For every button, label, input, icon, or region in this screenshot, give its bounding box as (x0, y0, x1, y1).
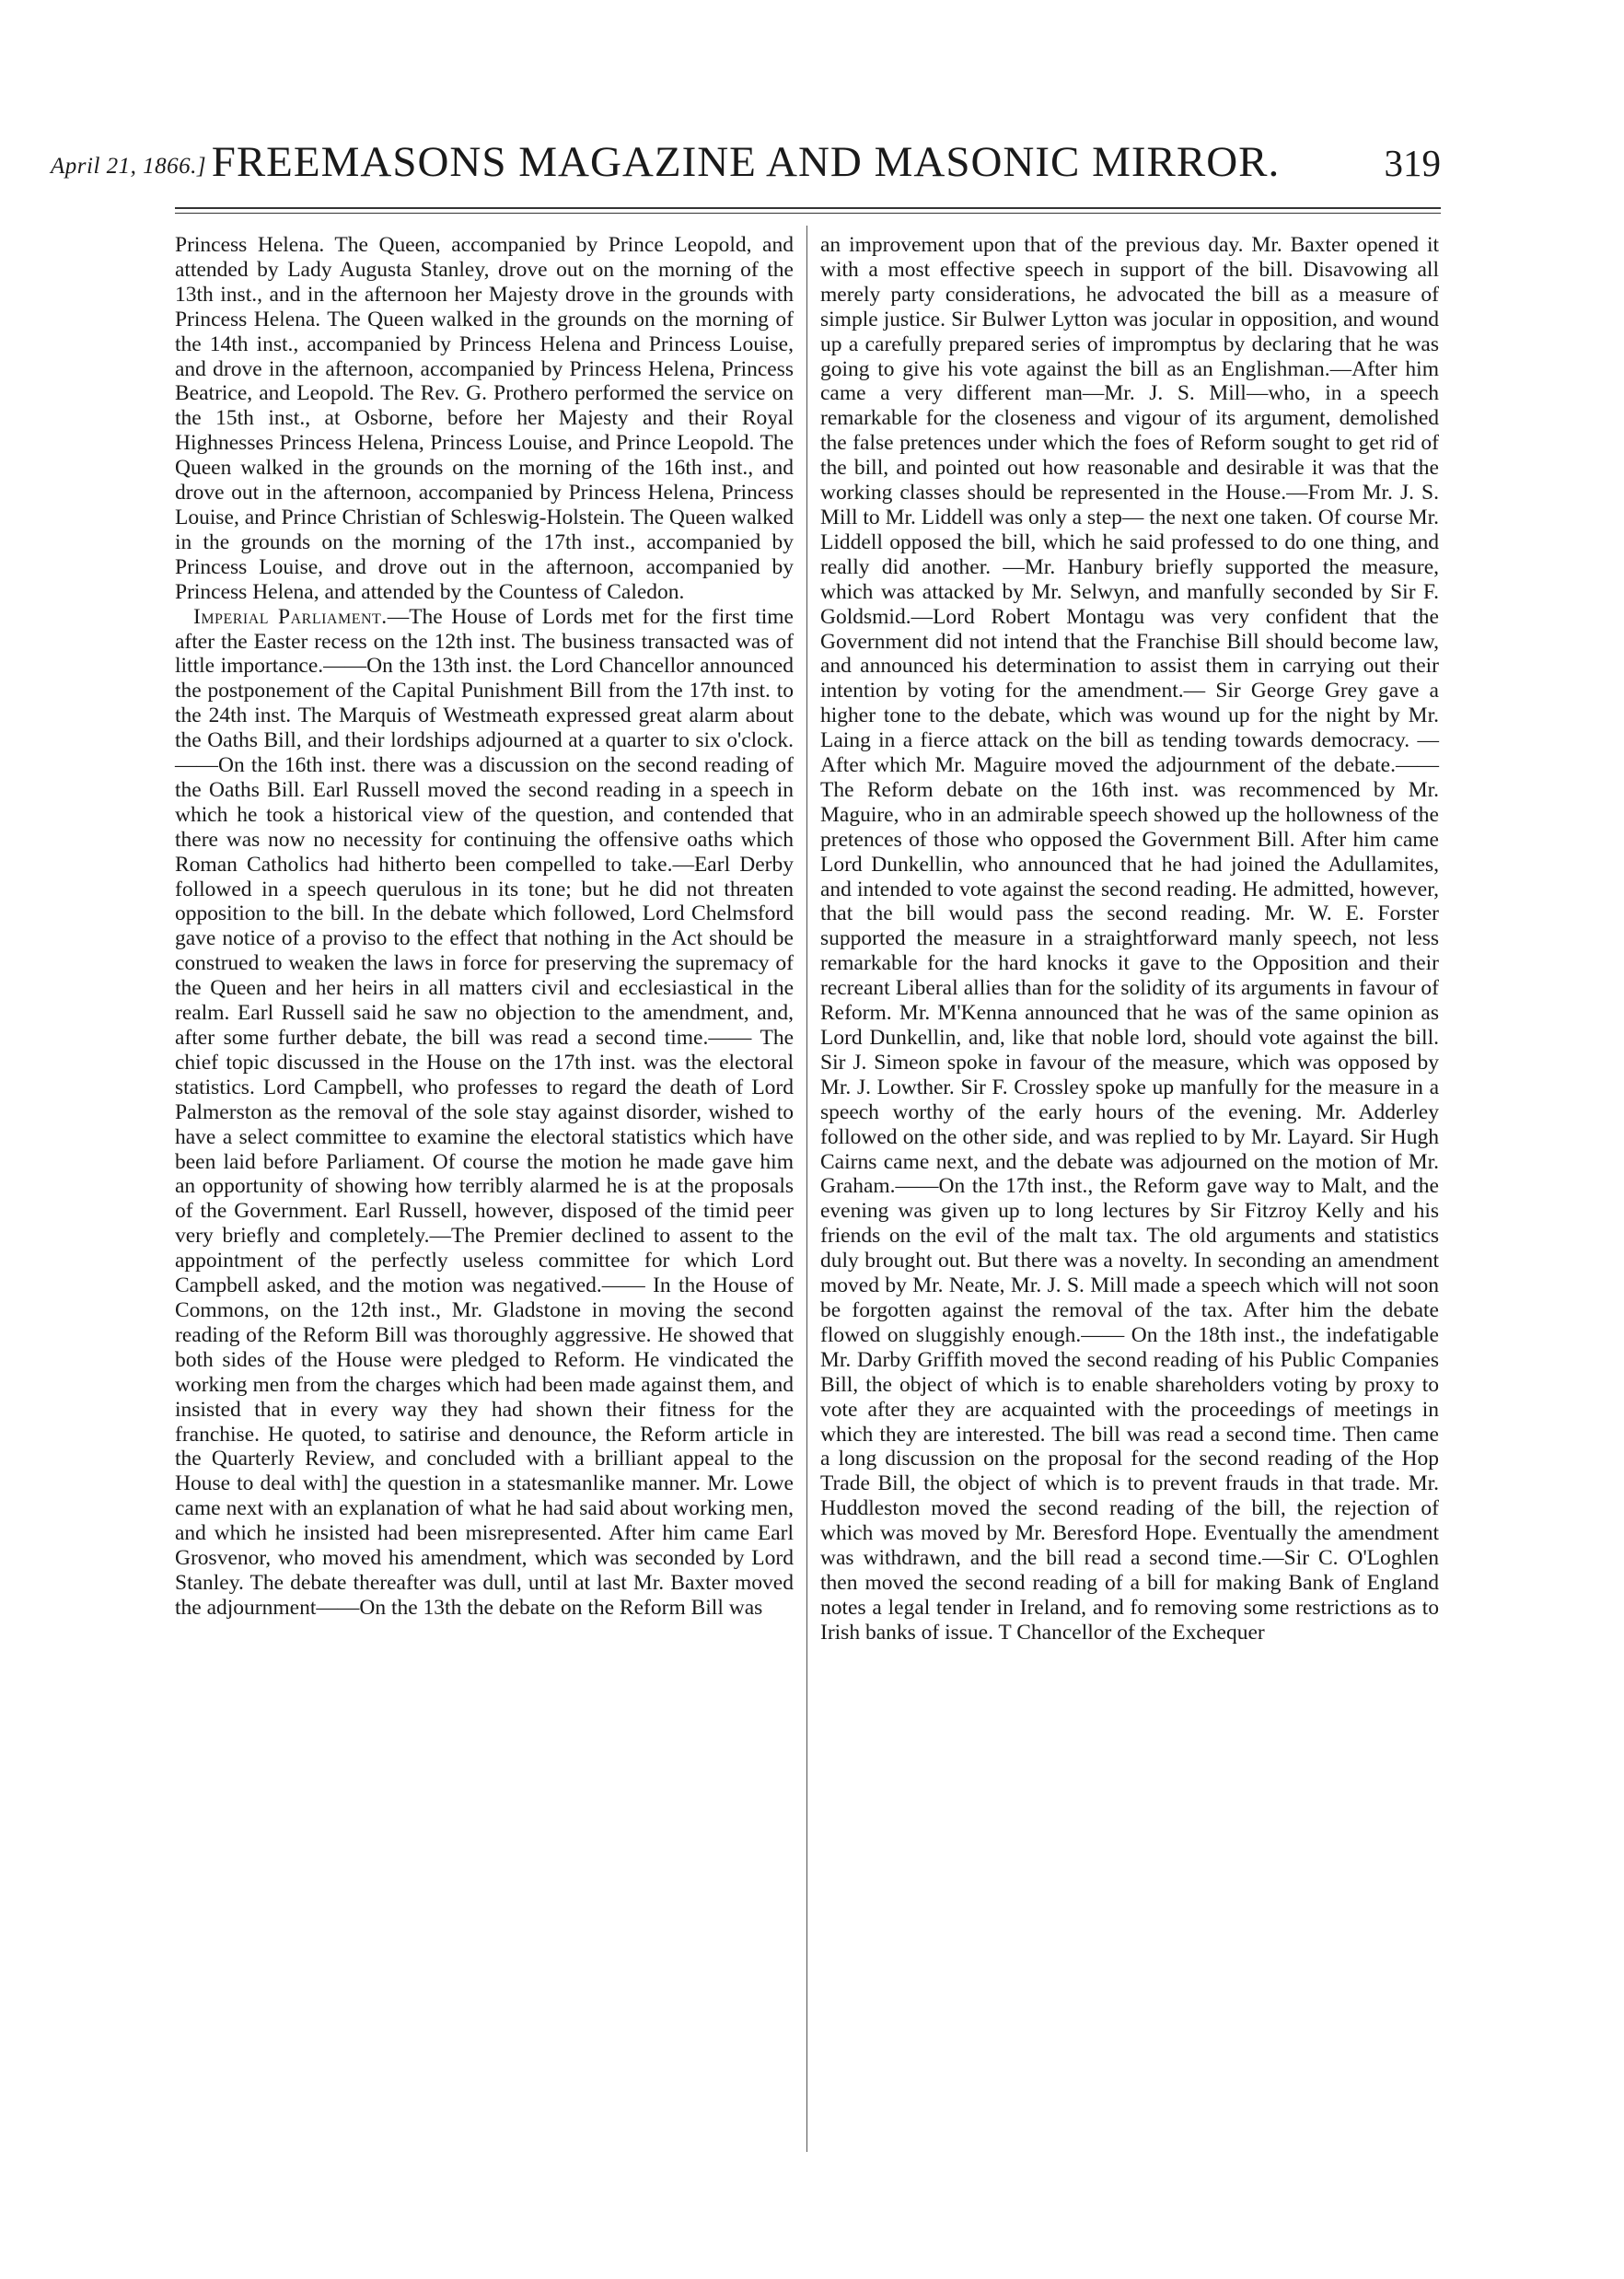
left-column (175, 233, 794, 1621)
header-rule (175, 207, 1441, 214)
magazine-title: FREEMASONS MAGAZINE AND MASONIC MIRROR. (211, 138, 1281, 186)
right-column (820, 233, 1439, 1645)
page-header (51, 134, 1441, 189)
left-paragraph-parliament (175, 605, 794, 1621)
left-paragraph-royal-court: Princess Helena. The Queen, accompanied by Prince Leopold, and attended by Lady Augusta Stanley, drove out on the morning of the 13th inst., and in the afternoon her Majesty drove in the grounds with Princess Helena. The Queen walked in the grounds on the morning of the 14th inst., accompanied by Princess Helena and Princess Louise, and drove in the afternoon, accompanied by Princess Helena, Princess Beatrice, and Leopold. The Rev. G. Prothero performed the service on the 15th inst., at Osborne, before her Majesty and their Royal Highnesses Princess Helena, Princess Louise, and Prince Leopold. The Queen walked in the grounds on the morning of the 16th inst., and drove out in the afternoon, accompanied by Princess Helena, Princess Louise, and Prince Christian of Schleswig-Holstein. The Queen walked in the grounds on the morning of the 17th inst., accompanied by Princess Louise, and drove out in the afternoon, accompanied by Princess Helena, and attended by the Countess of Caledon. (175, 233, 794, 604)
section-heading-imperial-parliament: Imperial Parliament. (193, 604, 388, 629)
column-divider (806, 226, 807, 2152)
right-paragraph-reform-debate: an improvement upon that of the previous day. Mr. Baxter opened it with a most effective speech in support of the bill. Disavowing all merely party considerations, he advocated the bill as a measure of simple justice. Sir Bulwer Lytton was jocular in opposition, and wound up a carefully prepared series of impromptus by declaring that he was going to give his vote against the bill as an Englishman.—After him came a very different man—Mr. J. S. Mill—who, in a speech remarkable for the closeness and vigour of its argument, demolished the false pretences under which the foes of Reform sought to get rid of the bill, and pointed out how reasonable and desirable it was that the working classes should be represented in the House.—From Mr. J. S. Mill to Mr. Liddell was only a step— the next one taken. Of course Mr. Liddell opposed the bill, which he said professed to do one thing, and really did another. —Mr. Hanbury briefly supported the measure, which was attacked by Mr. Selwyn, and manfully seconded by Sir F. Goldsmid.—Lord Robert Montagu was very confident that the Government did not intend that the Franchise Bill should become law, and announced his determination to assist them in carrying out their intention by voting for the amendment.— Sir George Grey gave a higher tone to the debate, which was wound up for the night by Mr. Laing in a fierce attack on the bill as tending towards democracy. — After which Mr. Maguire moved the adjournment of the debate.—— The Reform debate on the 16th inst. was recommenced by Mr. Maguire, who in an admirable speech showed up the hollowness of the pretences of those who opposed the Government Bill. After him came Lord Dunkellin, who announced that he had joined the Adullamites, and intended to vote against the second reading. He admitted, however, that the bill would pass the second reading. Mr. W. E. Forster supported the measure in a straightforward manly speech, not less remarkable for the hard knocks it gave to the Opposition and their recreant Liberal allies than for the solidity of its arguments in favour of Reform. Mr. M'Kenna announced that he was of the same opinion as Lord Dunkellin, and, like that noble lord, should vote against the bill. Sir J. Simeon spoke in favour of the measure, which was opposed by Mr. J. Lowther. Sir F. Crossley spoke up manfully for the measure in a speech worthy of the early hours of the evening. Mr. Adderley followed on the other side, and was replied to by Mr. Layard. Sir Hugh Cairns came next, and the debate was adjourned on the motion of Mr. Graham.——On the 17th inst., the Reform gave way to Malt, and the evening was given up to long lectures by Sir Fitzroy Kelly and his friends on the evil of the malt tax. The old arguments and statistics duly brought out. But there was a novelty. In seconding an amendment moved by Mr. Neate, Mr. J. S. Mill made a speech which will not soon be forgotten against the removal of the tax. After him the debate flowed on sluggishly enough.—— On the 18th inst., the indefatigable Mr. Darby Griffith moved the second reading of his Public Companies Bill, the object of which is to enable shareholders voting by proxy to vote after they are acquainted with the proceedings of meetings in which they are interested. The bill was read a second time. Then came a long discussion on the proposal for the second reading of the Hop Trade Bill, the object of which is to prevent frauds in that trade. Mr. Huddleston moved the second reading of the bill, the rejection of which was moved by Mr. Beresford Hope. Eventually the amendment was withdrawn, and the bill read a second time.—Sir C. O'Loghlen then moved the second reading of a bill for making Bank of England notes a legal tender in Ireland, and fo removing some restrictions as to Irish banks of issue. T Chancellor of the Exchequer (820, 233, 1439, 1645)
page-number: 319 (1384, 142, 1441, 184)
issue-date: April 21, 1866.] (51, 154, 207, 179)
parliament-text: —The House of Lords met for the first time after the Easter recess on the 12th inst. The business transacted was of little importance.——On the 13th inst. the Lord Chancellor announced the postponement of the Capital Punishment Bill from the 17th inst. to the 24th inst. The Marquis of Westmeath expressed great alarm about the Oaths Bill, and their lordships adjourned at a quarter to six o'clock. ——On the 16th inst. there was a discussion on the second reading of the Oaths Bill. Earl Russell moved the second reading in a speech in which he took a historical view of the question, and contended that there was now no necessity for continuing the offensive oaths which Roman Catholics had hitherto been compelled to take.—Earl Derby followed in a speech querulous in its tone; but he did not threaten opposition to the bill. In the debate which followed, Lord Chelmsford gave notice of a proviso to the effect that nothing in the Act should be construed to weaken the laws in force for preserving the supremacy of the Queen and her heirs in all matters civil and ecclesiastical in the realm. Earl Russell said he saw no objection to the amendment, and, after some further debate, the bill was read a second time.—— The chief topic discussed in the House on the 17th inst. was the electoral statistics. Lord Campbell, who professes to regard the death of Lord Palmerston as the removal of the sole stay against disorder, wished to have a select committee to examine the electoral statistics which have been laid before Parliament. Of course the motion he made gave him an opportunity of showing how terribly alarmed he is at the proposals of the Government. Earl Russell, however, disposed of the timid peer very briefly and completely.—The Premier declined to assent to the appointment of the perfectly useless committee for which Lord Campbell asked, and the motion was negatived.—— In the House of Commons, on the 12th inst., Mr. Gladstone in moving the second reading of the Reform Bill was thoroughly aggressive. He showed that both sides of the House were pledged to Reform. He vindicated the working men from the charges which had been made against them, and insisted that in every way they had shown their fitness for the franchise. He quoted, to satirise and denounce, the Reform article in the Quarterly Review, and concluded with a brilliant appeal to the House to deal with] the question in a statesmanlike manner. Mr. Lowe came next with an explanation of what he had said about working men, and which he insisted had been misrepresented. After him came Earl Grosvenor, who moved his amendment, which was seconded by Lord Stanley. The debate thereafter was dull, until at last Mr. Baxter moved the adjournment——On the 13th the debate on the Reform Bill was (175, 604, 794, 1620)
